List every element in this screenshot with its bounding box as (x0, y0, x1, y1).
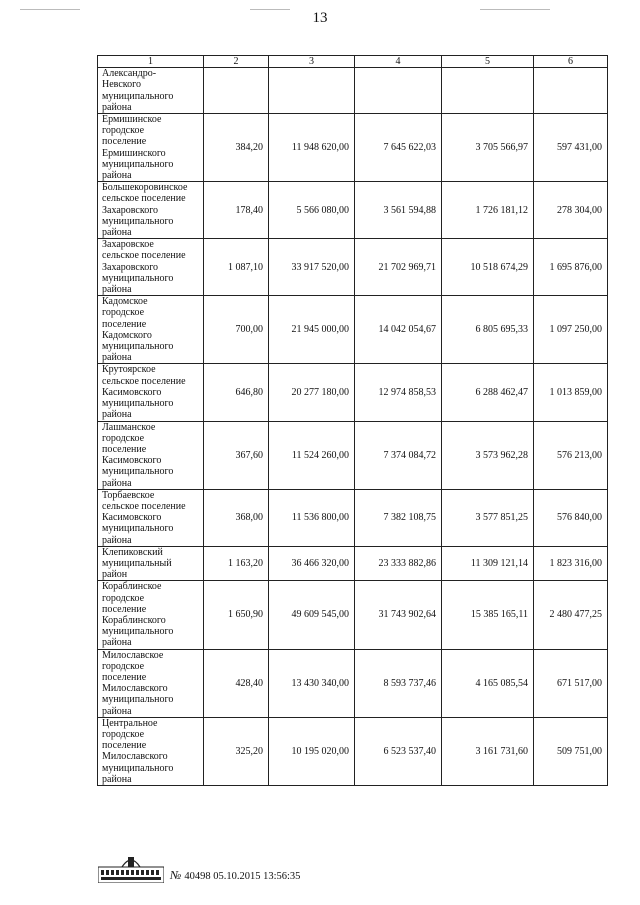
value-cell: 178,40 (204, 182, 269, 239)
value-cell: 6 288 462,47 (442, 364, 534, 421)
value-cell: 428,40 (204, 649, 269, 717)
value-cell: 1 163,20 (204, 546, 269, 581)
value-cell: 23 333 882,86 (355, 546, 442, 581)
number-sign: № (170, 868, 182, 882)
value-cell: 3 573 962,28 (442, 421, 534, 489)
value-cell: 368,00 (204, 489, 269, 546)
value-cell: 49 609 545,00 (269, 581, 355, 649)
table-row (98, 421, 608, 489)
registration-stamp (170, 868, 300, 883)
value-cell: 3 161 731,60 (442, 717, 534, 785)
value-cell: 10 195 020,00 (269, 717, 355, 785)
value-cell: 3 577 851,25 (442, 489, 534, 546)
value-cell: 21 702 969,71 (355, 239, 442, 296)
table-body (98, 68, 608, 786)
value-cell: 384,20 (204, 114, 269, 182)
data-table (97, 55, 608, 786)
table-row (98, 239, 608, 296)
value-cell: 14 042 054,67 (355, 296, 442, 364)
municipality-name-cell: Центральное городское поселение Милославского муниципального района (98, 717, 204, 785)
value-cell: 7 374 084,72 (355, 421, 442, 489)
page-number: 13 (312, 10, 328, 26)
table-row (98, 489, 608, 546)
value-cell: 21 945 000,00 (269, 296, 355, 364)
value-cell: 3 705 566,97 (442, 114, 534, 182)
value-cell: 1 013 859,00 (534, 364, 608, 421)
value-cell: 1 726 181,12 (442, 182, 534, 239)
municipality-name-cell: Лашманское городское поселение Касимовского муниципального района (98, 421, 204, 489)
table-row (98, 649, 608, 717)
value-cell (534, 68, 608, 114)
municipality-name-cell: Торбаевское сельское поселение Касимовского муниципального района (98, 489, 204, 546)
value-cell: 13 430 340,00 (269, 649, 355, 717)
value-cell: 597 431,00 (534, 114, 608, 182)
table-row (98, 546, 608, 581)
value-cell: 278 304,00 (534, 182, 608, 239)
value-cell: 4 165 085,54 (442, 649, 534, 717)
column-header: 6 (534, 56, 608, 68)
value-cell: 15 385 165,11 (442, 581, 534, 649)
value-cell: 5 566 080,00 (269, 182, 355, 239)
table-row (98, 296, 608, 364)
municipality-name-cell: Кадомское городское поселение Кадомского муниципального района (98, 296, 204, 364)
value-cell: 6 523 537,40 (355, 717, 442, 785)
column-header: 5 (442, 56, 534, 68)
value-cell: 11 948 620,00 (269, 114, 355, 182)
table-row (98, 114, 608, 182)
value-cell: 2 480 477,25 (534, 581, 608, 649)
value-cell: 576 213,00 (534, 421, 608, 489)
municipality-name-cell: Ермишинское городское поселение Ермишинского муниципального района (98, 114, 204, 182)
value-cell: 3 561 594,88 (355, 182, 442, 239)
table-row (98, 182, 608, 239)
value-cell: 700,00 (204, 296, 269, 364)
value-cell: 1 695 876,00 (534, 239, 608, 296)
value-cell: 1 097 250,00 (534, 296, 608, 364)
value-cell: 646,80 (204, 364, 269, 421)
table-row (98, 364, 608, 421)
value-cell: 1 087,10 (204, 239, 269, 296)
value-cell (442, 68, 534, 114)
value-cell: 7 645 622,03 (355, 114, 442, 182)
value-cell: 11 536 800,00 (269, 489, 355, 546)
column-header: 3 (269, 56, 355, 68)
value-cell: 671 517,00 (534, 649, 608, 717)
municipality-name-cell: Крутоярское сельское поселение Касимовского муниципального района (98, 364, 204, 421)
municipality-name-cell: Милославское городское поселение Милославского муниципального района (98, 649, 204, 717)
value-cell (355, 68, 442, 114)
value-cell: 31 743 902,64 (355, 581, 442, 649)
municipality-name-cell: Клепиковский муниципальный район (98, 546, 204, 581)
value-cell: 10 518 674,29 (442, 239, 534, 296)
municipality-name-cell: Большекоровинское сельское поселение Захаровского муниципального района (98, 182, 204, 239)
column-header: 4 (355, 56, 442, 68)
value-cell (204, 68, 269, 114)
table-row (98, 68, 608, 114)
column-header: 2 (204, 56, 269, 68)
value-cell: 11 524 260,00 (269, 421, 355, 489)
column-header: 1 (98, 56, 204, 68)
value-cell: 509 751,00 (534, 717, 608, 785)
emblem-logo-icon (98, 855, 164, 883)
footer-stamp (98, 855, 358, 885)
municipality-name-cell: Кораблинское городское поселение Кораблинского муниципального района (98, 581, 204, 649)
value-cell: 12 974 858,53 (355, 364, 442, 421)
value-cell: 1 650,90 (204, 581, 269, 649)
value-cell: 36 466 320,00 (269, 546, 355, 581)
table-header-row (98, 56, 608, 68)
value-cell: 325,20 (204, 717, 269, 785)
municipality-name-cell: Захаровское сельское поселение Захаровского муниципального района (98, 239, 204, 296)
value-cell: 576 840,00 (534, 489, 608, 546)
value-cell: 8 593 737,46 (355, 649, 442, 717)
value-cell: 7 382 108,75 (355, 489, 442, 546)
value-cell: 11 309 121,14 (442, 546, 534, 581)
value-cell: 367,60 (204, 421, 269, 489)
municipality-name-cell: Александро- Невского муниципального района (98, 68, 204, 114)
stamp-text: 40498 05.10.2015 13:56:35 (184, 871, 301, 882)
value-cell: 33 917 520,00 (269, 239, 355, 296)
table-row (98, 717, 608, 785)
value-cell: 6 805 695,33 (442, 296, 534, 364)
value-cell: 20 277 180,00 (269, 364, 355, 421)
value-cell (269, 68, 355, 114)
value-cell: 1 823 316,00 (534, 546, 608, 581)
table-row (98, 581, 608, 649)
